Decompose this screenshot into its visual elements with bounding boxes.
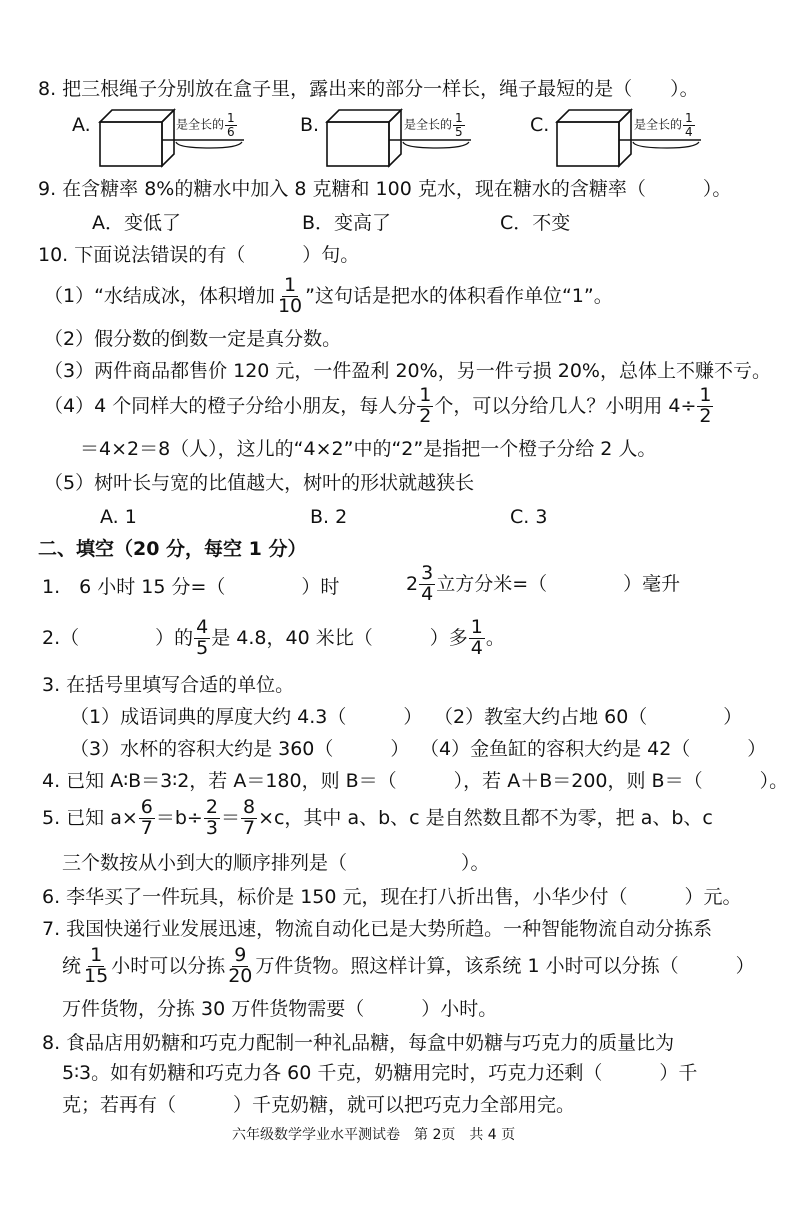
q8-a-num: 1 bbox=[227, 111, 235, 125]
fill-2 bbox=[42, 618, 505, 659]
fill-2-den-2: 4 bbox=[470, 636, 483, 659]
fill-7-num-2: 9 bbox=[234, 944, 247, 966]
fill-7-line-2 bbox=[62, 946, 755, 987]
q8-option-a-letter: A. bbox=[72, 114, 91, 136]
fill-5-den-2: 3 bbox=[205, 816, 218, 839]
q8-b-num: 1 bbox=[455, 111, 463, 125]
q10-s4-den-1: 2 bbox=[419, 404, 432, 427]
q8-c-num: 1 bbox=[685, 111, 693, 125]
fill-2-den-1: 5 bbox=[196, 636, 209, 659]
q10-s1-part-a: （1）“水结成冰，体积增加 bbox=[44, 284, 275, 307]
fill-3-stem: 3. 在括号里填写合适的单位。 bbox=[42, 674, 295, 696]
q10-statement-4-continued: ＝4×2＝8（人），这儿的“4×2”中的“2”是指把一个橙子分给 2 人。 bbox=[80, 438, 657, 460]
fill-2-part-a: 2.（ ）的 bbox=[42, 626, 194, 649]
fill-3-part-4: （4）金鱼缸的容积大约是 42（ ） bbox=[420, 738, 767, 760]
fill-2-end: 。 bbox=[485, 626, 505, 649]
q8-option-c-letter: C. bbox=[530, 114, 550, 136]
fill-1-rest: 立方分米=（ ）毫升 bbox=[436, 572, 681, 595]
q10-option-b: B. 2 bbox=[310, 506, 348, 528]
q10-s1-num: 1 bbox=[283, 274, 297, 296]
q8-stem: 8. 把三根绳子分别放在盒子里，露出来的部分一样长，绳子最短的是（ ）。 bbox=[38, 78, 699, 100]
fill-1-part-b bbox=[406, 564, 680, 605]
fill-7-den-1: 15 bbox=[84, 964, 109, 987]
fill-7-num-1: 1 bbox=[90, 944, 103, 966]
fill-5-line-1 bbox=[42, 798, 713, 839]
page-footer: 六年级数学学业水平测试卷 第 2页 共 4 页 bbox=[232, 1127, 516, 1143]
section-2-title: 二、填空（20 分，每空 1 分） bbox=[38, 538, 307, 560]
q10-statement-1 bbox=[44, 276, 613, 317]
fill-5-part-c: ＝ bbox=[220, 806, 240, 829]
fill-7-part-c: 万件货物。照这样计算，该系统 1 小时可以分拣（ ） bbox=[255, 954, 755, 977]
fill-5-den-3: 7 bbox=[242, 816, 256, 839]
q8-option-a-label bbox=[176, 112, 238, 138]
fill-7-line-3: 万件货物，分拣 30 万件货物需要（ ）小时。 bbox=[62, 998, 498, 1020]
fill-5-line-2: 三个数按从小到大的顺序排列是（ ）。 bbox=[62, 852, 490, 874]
fill-2-num-1: 4 bbox=[196, 616, 209, 638]
fill-6: 6. 李华买了一件玩具，标价是 150 元，现在打八折出售，小华少付（ ）元。 bbox=[42, 886, 742, 908]
fill-1-part-a: 1. 6 小时 15 分=（ ）时 bbox=[42, 576, 340, 598]
q10-statement-4 bbox=[44, 386, 714, 427]
q9-option-a: A．变低了 bbox=[92, 212, 181, 234]
fill-3-part-2: （2）教室大约占地 60（ ） bbox=[434, 706, 743, 728]
q10-s4-part-b: 个，可以分给几人？小明用 4÷ bbox=[434, 394, 697, 417]
q10-s4-den-2: 2 bbox=[699, 404, 712, 427]
fill-4: 4. 已知 A∶B＝3∶2，若 A＝180，则 B＝（ ），若 A＋B＝200，则 B＝（ ）。 bbox=[42, 770, 789, 792]
fill-5-part-a: 5. 已知 a× bbox=[42, 806, 138, 829]
fill-3-part-3: （3）水杯的容积大约是 360（ ） bbox=[70, 738, 410, 760]
fill-8-line-3: 克；若再有（ ）千克奶糖，就可以把巧克力全部用完。 bbox=[62, 1094, 576, 1116]
fill-5-part-b: ＝b÷ bbox=[155, 806, 203, 829]
q10-option-c: C. 3 bbox=[510, 506, 548, 528]
q8-a-den: 6 bbox=[227, 124, 235, 139]
q8-c-den: 4 bbox=[685, 124, 693, 139]
fill-1-mixed-den: 4 bbox=[421, 582, 434, 605]
fill-5-den-1: 7 bbox=[140, 816, 153, 839]
q10-s1-part-b: ”这句话是把水的体积看作单位“1”。 bbox=[305, 284, 613, 307]
q10-s4-num-2: 1 bbox=[699, 384, 712, 406]
fill-8-line-2: 5∶3。如有奶糖和巧克力各 60 千克，奶糖用完时，巧克力还剩（ ）千 bbox=[62, 1062, 698, 1084]
fill-2-part-b: 是 4.8，40 米比（ ）多 bbox=[211, 626, 468, 649]
q8-b-den: 5 bbox=[455, 124, 463, 139]
q8-option-b-label bbox=[404, 112, 466, 138]
fill-7-part-a: 统 bbox=[62, 954, 82, 977]
fill-5-num-1: 6 bbox=[140, 796, 153, 818]
q8-option-b-letter: B. bbox=[300, 114, 320, 136]
q10-s1-den: 10 bbox=[277, 294, 303, 317]
q8-label-prefix-c: 是全长的 bbox=[634, 117, 683, 132]
fill-1-mixed-whole: 2 bbox=[406, 572, 419, 595]
q9-option-b: B．变高了 bbox=[302, 212, 392, 234]
q10-statement-5: （5）树叶长与宽的比值越大，树叶的形状就越狭长 bbox=[44, 472, 475, 494]
q9-stem: 9. 在含糖率 8%的糖水中加入 8 克糖和 100 克水，现在糖水的含糖率（ ）。 bbox=[38, 178, 732, 200]
fill-7-part-b: 小时可以分拣 bbox=[111, 954, 226, 977]
fill-8-line-1: 8. 食品店用奶糖和巧克力配制一种礼品糖，每盒中奶糖与巧克力的质量比为 bbox=[42, 1032, 675, 1054]
fill-7-line-1: 7. 我国快递行业发展迅速，物流自动化已是大势所趋。一种智能物流自动分拣系 bbox=[42, 918, 713, 940]
q9-option-c: C．不变 bbox=[500, 212, 571, 234]
q10-option-a: A. 1 bbox=[100, 506, 137, 528]
fill-2-num-2: 1 bbox=[470, 616, 483, 638]
fill-5-num-2: 2 bbox=[205, 796, 218, 818]
q10-s4-num-1: 1 bbox=[419, 384, 432, 406]
fill-7-den-2: 20 bbox=[228, 964, 253, 987]
q8-option-c-label bbox=[634, 112, 696, 138]
fill-5-num-3: 8 bbox=[242, 796, 256, 818]
q8-label-prefix-b: 是全长的 bbox=[404, 117, 453, 132]
q10-stem: 10. 下面说法错误的有（ ）句。 bbox=[38, 244, 360, 266]
fill-1-mixed-num: 3 bbox=[421, 562, 434, 584]
q10-statement-2: （2）假分数的倒数一定是真分数。 bbox=[44, 328, 342, 350]
fill-5-part-d: ×c，其中 a、b、c 是自然数且都不为零，把 a、b、c bbox=[258, 806, 713, 829]
q10-s4-part-a: （4）4 个同样大的橙子分给小朋友，每人分 bbox=[44, 394, 417, 417]
q8-label-prefix-a: 是全长的 bbox=[176, 117, 225, 132]
fill-3-part-1: （1）成语词典的厚度大约 4.3（ ） bbox=[70, 706, 423, 728]
q10-statement-3: （3）两件商品都售价 120 元，一件盈利 20%，另一件亏损 20%，总体上不赚不亏。 bbox=[44, 360, 771, 382]
